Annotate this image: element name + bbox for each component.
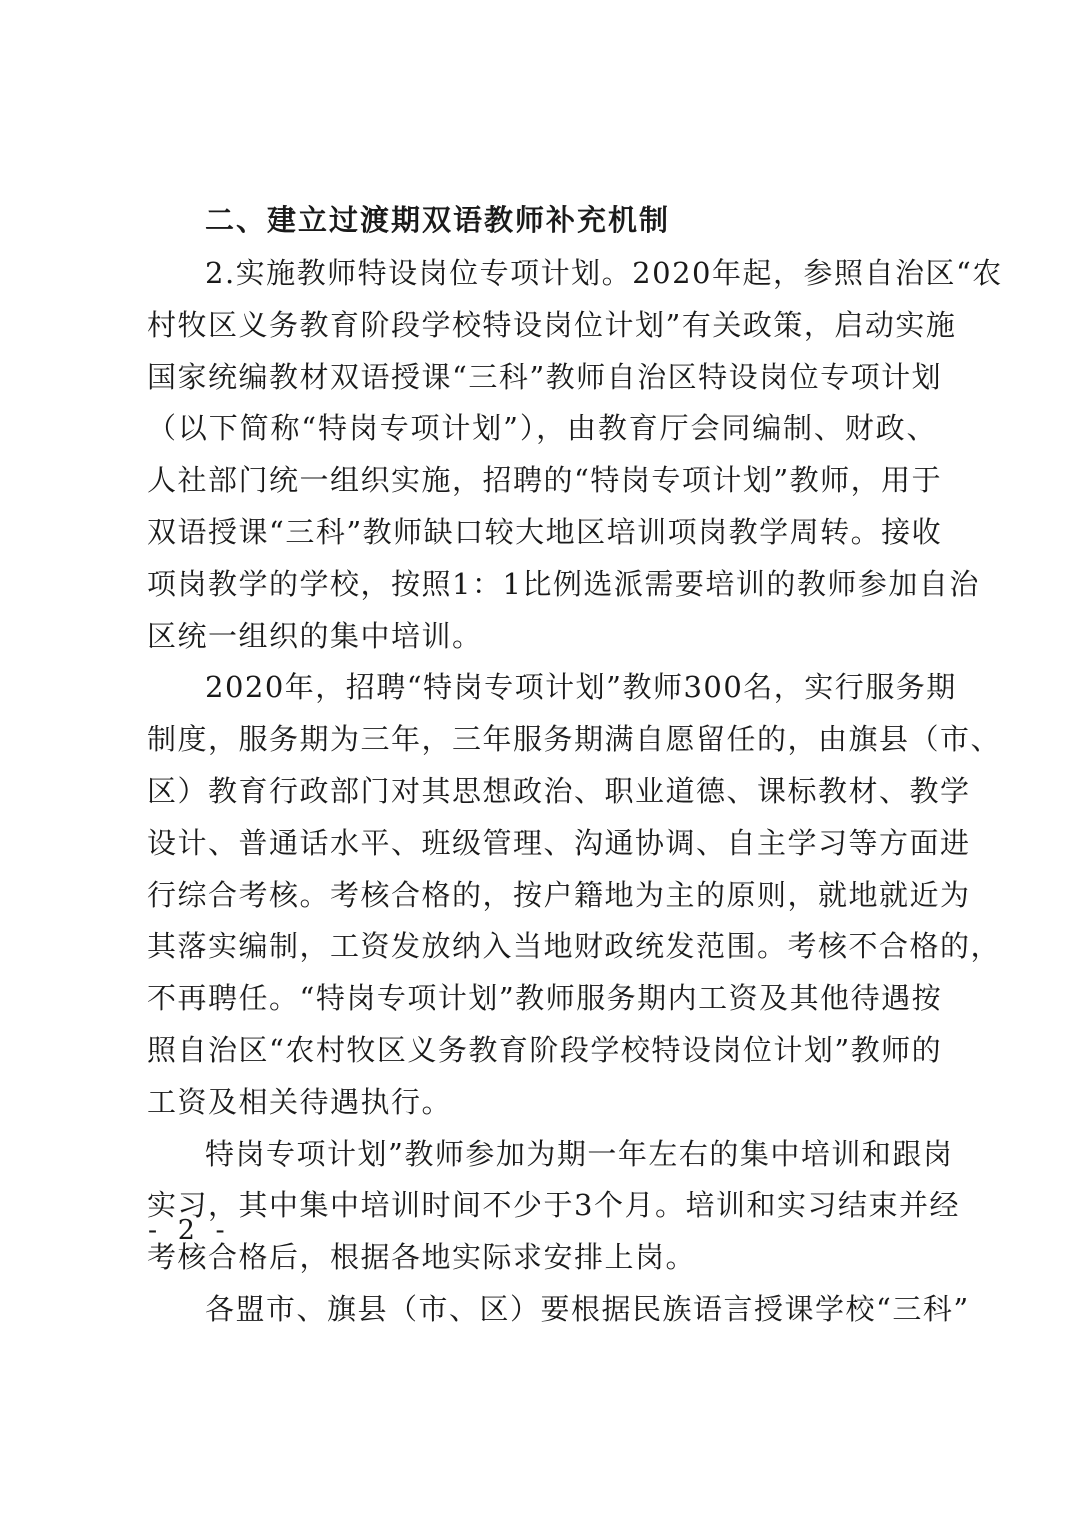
paragraph-1-line-1: 2.实施教师特设岗位专项计划。2020年起，参照自治区“农 [205,256,1003,290]
paragraph-2-line-9: 工资及相关待遇执行。 [147,1084,453,1119]
paragraph-1-line-6: 双语授课“三科”教师缺口较大地区培训项岗教学周转。接收 [147,514,943,549]
paragraph-3-line-1: 特岗专项计划”教师参加为期一年左右的集中培训和跟岗 [205,1136,954,1171]
paragraph-4-line-1: 各盟市、旗县（市、区）要根据民族语言授课学校“三科” [205,1291,970,1326]
paragraph-2-line-4: 设计、普通话水平、班级管理、沟通协调、自主学习等方面进 [147,825,971,860]
paragraph-1-line-5: 人社部门统一组织实施，招聘的“特岗专项计划”教师，用于 [147,463,943,498]
section-heading: 二、建立过渡期双语教师补充机制 [205,203,671,237]
paragraph-3-line-2: 实习，其中集中培训时间不少于3个月。培训和实习结束并经 [147,1188,960,1223]
paragraph-2-line-1: 2020年，招聘“特岗专项计划”教师300名，实行服务期 [205,670,957,705]
paragraph-2-line-2: 制度，服务期为三年，三年服务期满自愿留任的，由旗县（市、 [147,722,1002,757]
paragraph-1-line-8: 区统一组织的集中培训。 [147,618,483,653]
paragraph-2-line-3: 区）教育行政部门对其思想政治、职业道德、课标教材、教学 [147,773,971,808]
paragraph-1-line-7: 项岗教学的学校，按照1：1比例选派需要培训的教师参加自治 [147,566,980,601]
page-number: - 2 - [148,1215,231,1246]
paragraph-1-line-4: （以下简称“特岗专项计划”），由教育厅会同编制、财政、 [147,411,937,446]
paragraph-2-line-5: 行综合考核。考核合格的，按户籍地为主的原则，就地就近为 [147,877,971,912]
paragraph-1-line-3: 国家统编教材双语授课“三科”教师自治区特设岗位专项计划 [147,359,943,394]
paragraph-2-line-7: 不再聘任。“特岗专项计划”教师服务期内工资及其他待遇按 [147,981,943,1016]
paragraph-2-line-6: 其落实编制，工资发放纳入当地财政统发范围。考核不合格的， [147,929,1002,964]
paragraph-3-line-3: 考核合格后，根据各地实际求安排上岗。 [147,1240,697,1275]
document-body [147,248,1003,1336]
paragraph-1-line-2: 村牧区义务教育阶段学校特设岗位计划”有关政策，启动实施 [147,307,957,342]
paragraph-2-line-8: 照自治区“农村牧区义务教育阶段学校特设岗位计划”教师的 [147,1032,943,1067]
